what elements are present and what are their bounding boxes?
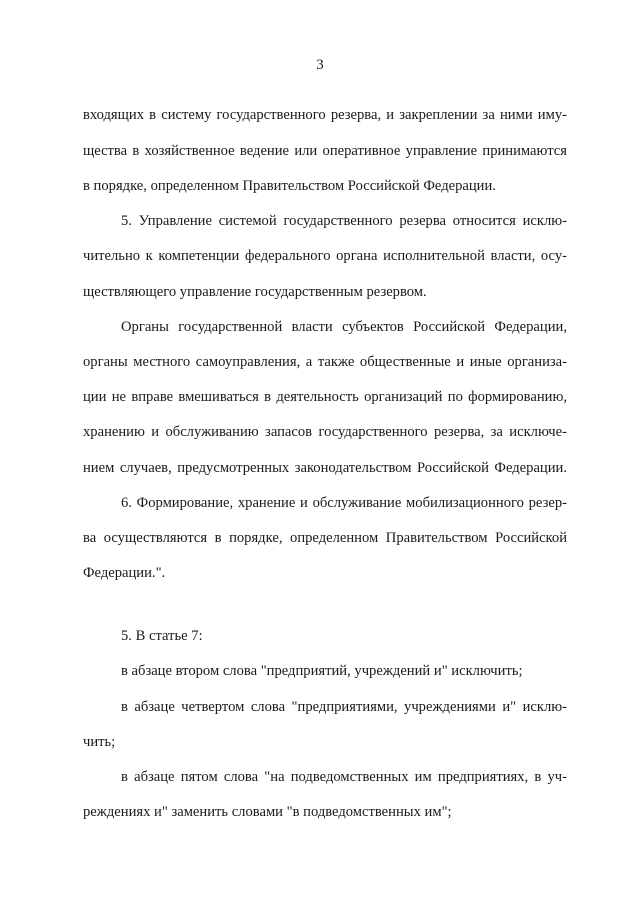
text-line: органы местного самоуправления, а также общественные и иные организа- bbox=[83, 354, 567, 370]
text-line: чить; bbox=[83, 734, 116, 750]
page-number: 3 bbox=[316, 57, 324, 73]
text-line: ществляющего управление государственным резервом. bbox=[83, 284, 427, 300]
text-line: в абзаце четвертом слова "предприятиями, учреждениями и" исклю- bbox=[121, 699, 567, 715]
text-line: реждениях и" заменить словами "в подведомственных им"; bbox=[83, 804, 452, 820]
text-line: Федерации.". bbox=[83, 565, 166, 581]
text-line: Органы государственной власти субъектов Российской Федерации, bbox=[121, 319, 567, 335]
text-line: щества в хозяйственное ведение или оперативное управление принимаются bbox=[83, 143, 567, 159]
text-line: 5. В статье 7: bbox=[121, 628, 203, 644]
text-line: хранению и обслуживанию запасов государственного резерва, за исключе- bbox=[83, 424, 567, 440]
text-line: в абзаце втором слова "предприятий, учреждений и" исключить; bbox=[121, 663, 523, 679]
text-line: ва осуществляются в порядке, определенном Правительством Российской bbox=[83, 530, 567, 546]
text-line: чительно к компетенции федерального органа исполнительной власти, осу- bbox=[83, 248, 567, 264]
text-line: 5. Управление системой государственного резерва относится исклю- bbox=[121, 213, 567, 229]
text-line: ции не вправе вмешиваться в деятельность организаций по формированию, bbox=[83, 389, 567, 405]
text-line: в порядке, определенном Правительством Российской Федерации. bbox=[83, 178, 496, 194]
text-line: в абзаце пятом слова "на подведомственных им предприятиях, в уч- bbox=[121, 769, 567, 785]
text-line: 6. Формирование, хранение и обслуживание мобилизационного резер- bbox=[121, 495, 567, 511]
text-line: нием случаев, предусмотренных законодательством Российской Федерации. bbox=[83, 460, 567, 476]
text-line: входящих в систему государственного резерва, и закреплении за ними иму- bbox=[83, 107, 567, 123]
